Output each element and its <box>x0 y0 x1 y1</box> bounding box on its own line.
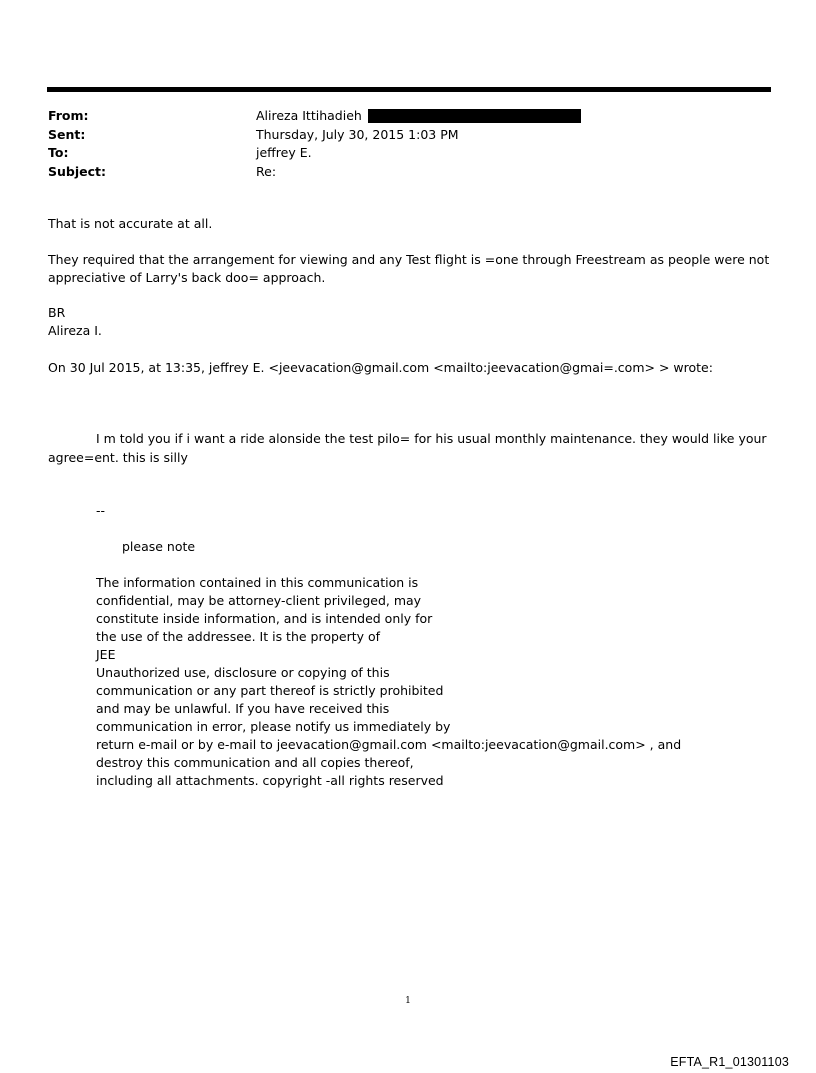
signature: Alireza I. <box>48 323 102 338</box>
page-number: 1 <box>405 996 411 1006</box>
body-paragraph-line-1: They required that the arrangement for viewing and any Test flight is =one through Freestream as people were not <box>48 252 770 267</box>
body-paragraph-line-2: appreciative of Larry's back doo= approach. <box>48 270 326 285</box>
header-divider <box>47 87 771 92</box>
signoff: BR <box>48 305 66 320</box>
disclaimer-line: confidential, may be attorney-client privileged, may <box>96 593 422 608</box>
disclaimer-line: Unauthorized use, disclosure or copying of this <box>96 665 390 680</box>
from-value: Alireza Ittihadieh <box>256 108 362 123</box>
quoted-line-2: agree=ent. this is silly <box>48 450 188 465</box>
quote-header: On 30 Jul 2015, at 13:35, jeffrey E. <jeevacation@gmail.com <mailto:jeevacation@gmai=.com> > wrote: <box>48 360 713 375</box>
from-value-wrap <box>256 107 581 126</box>
disclaimer-line: the use of the addressee. It is the property of <box>96 629 381 644</box>
subject-value: Re: <box>256 163 277 179</box>
from-row <box>48 107 581 126</box>
disclaimer-line: and may be unlawful. If you have received this <box>96 701 390 716</box>
disclaimer-line: including all attachments. copyright -all rights reserved <box>96 773 444 788</box>
from-label: From: <box>48 108 89 123</box>
quoted-line-1: I m told you if i want a ride alonside the test pilo= for his usual monthly maintenance. they would like your <box>96 431 767 446</box>
sent-row <box>48 126 581 145</box>
disclaimer-line: communication or any part thereof is strictly prohibited <box>96 683 444 698</box>
to-row <box>48 144 581 163</box>
signature-separator: -- <box>96 503 106 518</box>
document-id: EFTA_R1_01301103 <box>670 1055 789 1069</box>
redaction-block <box>368 109 581 123</box>
email-header <box>48 107 581 181</box>
disclaimer-line: JEE <box>96 647 116 662</box>
disclaimer <box>96 574 681 790</box>
disclaimer-line: destroy this communication and all copies thereof, <box>96 755 414 770</box>
to-value: jeffrey E. <box>256 145 312 160</box>
disclaimer-line: The information contained in this communication is <box>96 575 419 590</box>
sent-value: Thursday, July 30, 2015 1:03 PM <box>256 126 459 142</box>
disclaimer-line: communication in error, please notify us immediately by <box>96 719 451 734</box>
body-line-1: That is not accurate at all. <box>48 216 213 231</box>
disclaimer-line: constitute inside information, and is intended only for <box>96 611 433 626</box>
sent-label: Sent: <box>48 126 86 142</box>
to-label: To: <box>48 145 69 160</box>
subject-row <box>48 163 581 182</box>
please-note: please note <box>122 539 196 554</box>
subject-label: Subject: <box>48 163 106 179</box>
disclaimer-line: return e-mail or by e-mail to jeevacation@gmail.com <mailto:jeevacation@gmail.com> , and <box>96 737 682 752</box>
